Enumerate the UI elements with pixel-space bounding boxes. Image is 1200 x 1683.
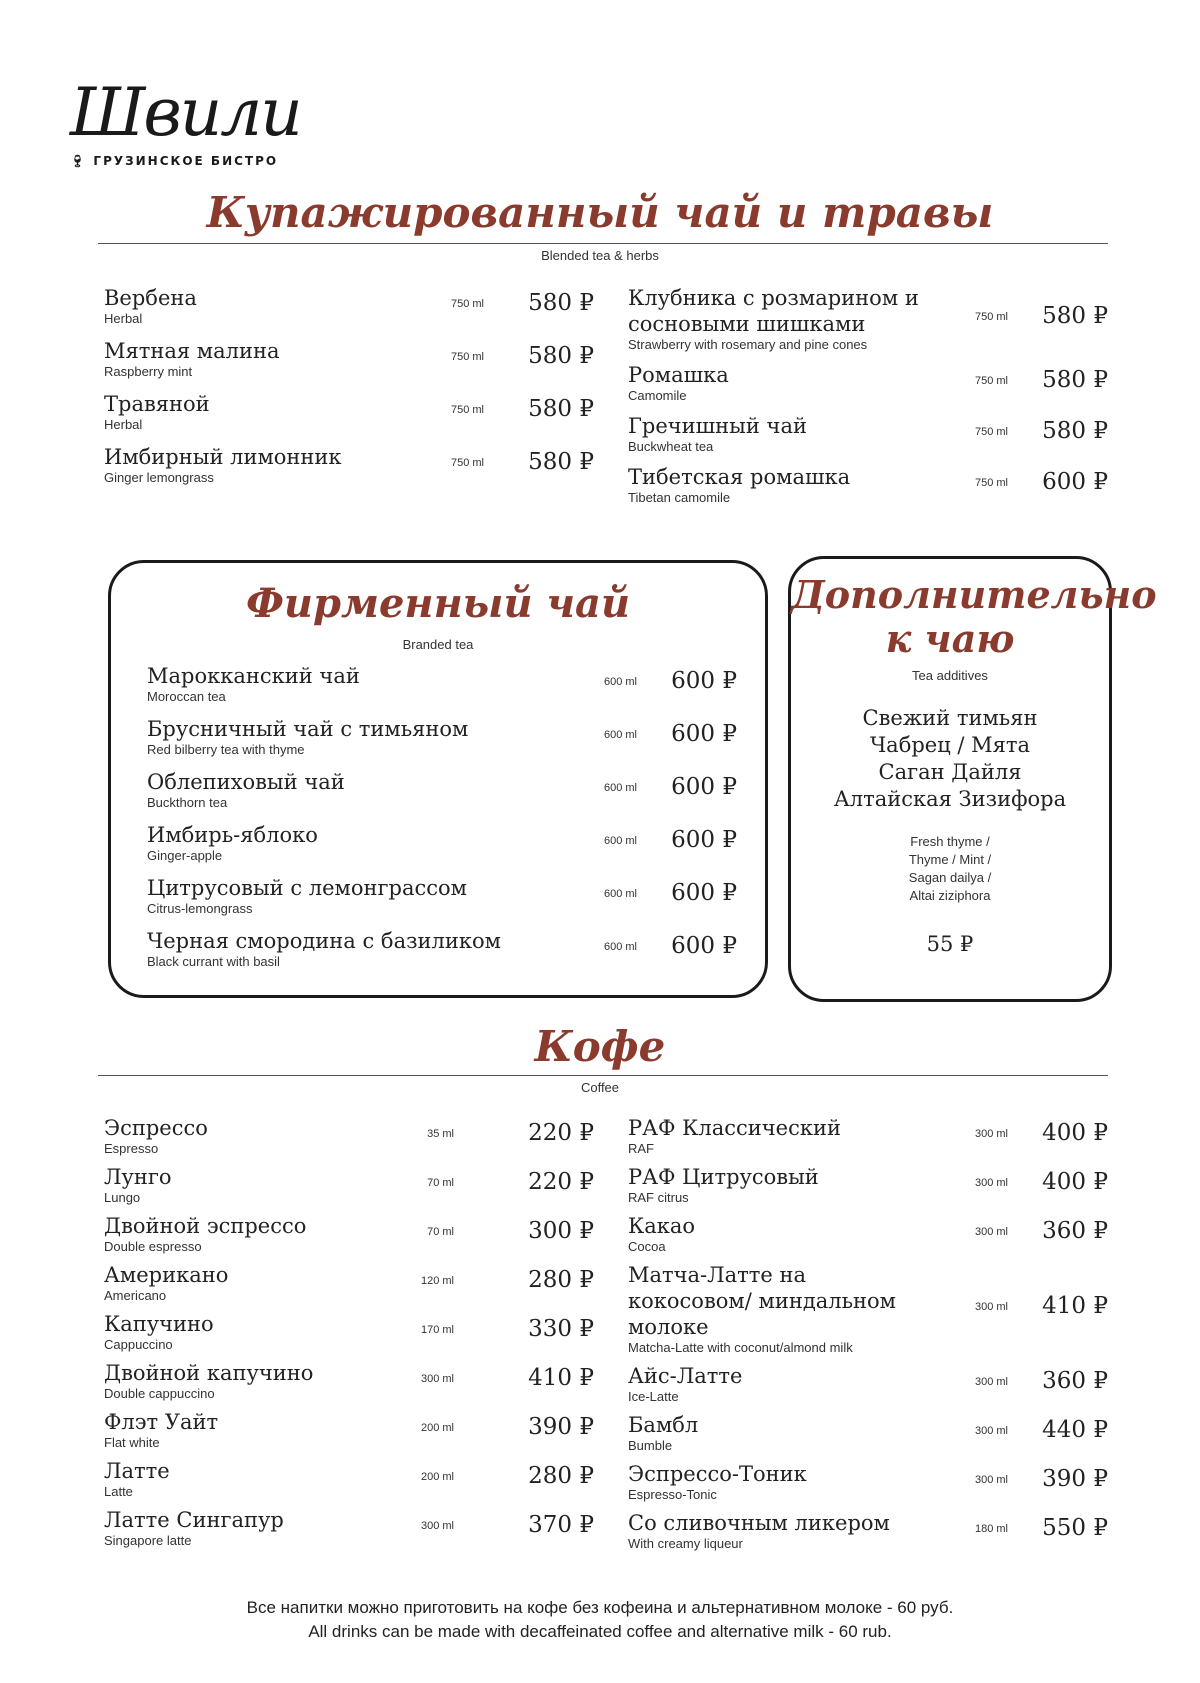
item-price: 410 ₽ <box>1042 1293 1108 1319</box>
item-name-en: Red bilberry tea with thyme <box>147 742 305 757</box>
additives-title: Дополнительно к чаю <box>791 572 1157 661</box>
item-volume: 600 ml <box>603 782 637 794</box>
item-name-ru: Вербена <box>104 286 197 310</box>
item-volume: 300 ml <box>974 1474 1008 1486</box>
item-volume: 300 ml <box>974 1301 1008 1313</box>
menu-item <box>147 822 737 864</box>
item-name-ru: Матча-Латте на кокосовом/ миндальном молоке <box>628 1263 897 1339</box>
item-volume: 750 ml <box>450 298 484 310</box>
item-volume: 120 ml <box>420 1275 454 1287</box>
item-name-en: Espresso-Tonic <box>628 1487 717 1502</box>
item-name-ru: Капучино <box>104 1312 214 1336</box>
menu-item <box>147 769 737 811</box>
item-name-ru: Эспрессо-Тоник <box>628 1462 807 1486</box>
item-volume: 70 ml <box>427 1177 454 1189</box>
item-volume: 750 ml <box>450 404 484 416</box>
item-name-en: Black currant with basil <box>147 954 280 969</box>
item-name-en: Strawberry with rosemary and pine cones <box>628 337 868 352</box>
menu-item <box>628 413 1108 455</box>
item-volume: 750 ml <box>450 351 484 363</box>
coffee-right-column <box>628 1115 1108 1559</box>
footer-note-en: All drinks can be made with decaffeinated coffee and alternative milk - 60 rub. <box>308 1622 892 1641</box>
item-price: 330 ₽ <box>528 1316 594 1342</box>
item-price: 580 ₽ <box>528 290 594 316</box>
branded-list <box>147 663 737 981</box>
item-name-en: With creamy liqueur <box>628 1536 743 1551</box>
item-name-ru: Лунго <box>104 1165 172 1189</box>
blended-title: Купажированный чай и травы <box>206 188 994 237</box>
menu-item <box>147 928 737 970</box>
item-price: 580 ₽ <box>1042 367 1108 393</box>
additives-en-list <box>791 833 1109 905</box>
menu-item <box>628 362 1108 404</box>
item-name-en: Cappuccino <box>104 1337 173 1352</box>
additive-en: Sagan dailya / <box>908 870 992 886</box>
item-volume: 300 ml <box>420 1520 454 1532</box>
item-price: 300 ₽ <box>528 1218 594 1244</box>
menu-item <box>628 1213 1108 1255</box>
menu-item <box>104 1409 594 1451</box>
menu-item <box>104 1311 594 1353</box>
item-volume: 600 ml <box>603 835 637 847</box>
item-name-en: Camomile <box>628 388 687 403</box>
item-name-ru: Латте Сингапур <box>104 1508 284 1532</box>
item-price: 390 ₽ <box>528 1414 594 1440</box>
item-volume: 70 ml <box>427 1226 454 1238</box>
item-name-ru: Имбирь-яблоко <box>147 823 318 847</box>
item-name-ru: Черная смородина с базиликом <box>147 929 501 953</box>
menu-item <box>104 1360 594 1402</box>
item-volume: 200 ml <box>420 1422 454 1434</box>
item-price: 580 ₽ <box>1042 418 1108 444</box>
additives-subtitle: Tea additives <box>912 668 988 684</box>
menu-item <box>104 285 594 327</box>
item-name-ru: Травяной <box>104 392 210 416</box>
menu-item <box>104 444 594 486</box>
item-name-ru: Флэт Уайт <box>104 1410 219 1434</box>
additive-en: Altai ziziphora <box>909 888 991 904</box>
item-name-ru: Имбирный лимонник <box>104 445 342 469</box>
item-name-ru: Мятная малина <box>104 339 280 363</box>
item-name-en: Ginger-apple <box>147 848 223 863</box>
item-volume: 750 ml <box>450 457 484 469</box>
item-price: 440 ₽ <box>1042 1417 1108 1443</box>
menu-item <box>104 391 594 433</box>
item-name-ru: Гречишный чай <box>628 414 807 438</box>
item-name-en: Moroccan tea <box>147 689 226 704</box>
menu-item <box>104 1115 594 1157</box>
item-price: 600 ₽ <box>671 721 737 747</box>
item-name-ru: Со сливочным ликером <box>628 1511 890 1535</box>
item-name-ru: Айс-Латте <box>628 1364 743 1388</box>
item-name-ru: Бамбл <box>628 1413 699 1437</box>
item-volume: 300 ml <box>974 1128 1008 1140</box>
item-volume: 300 ml <box>420 1373 454 1385</box>
item-name-ru: Латте <box>104 1459 170 1483</box>
menu-item <box>147 716 737 758</box>
item-name-en: Espresso <box>104 1141 159 1156</box>
item-volume: 300 ml <box>974 1177 1008 1189</box>
additive-ru: Алтайская Зизифора <box>833 787 1067 812</box>
item-name-en: Raspberry mint <box>104 364 193 379</box>
item-volume: 180 ml <box>974 1523 1008 1535</box>
item-price: 220 ₽ <box>528 1120 594 1146</box>
item-name-ru: Клубника с розмарином и сосновыми шишками <box>628 286 919 336</box>
menu-item <box>628 1461 1108 1503</box>
item-name-en: Buckwheat tea <box>628 439 714 454</box>
blended-left-column <box>104 285 594 497</box>
item-name-ru: РАФ Цитрусовый <box>628 1165 819 1189</box>
item-volume: 600 ml <box>603 941 637 953</box>
item-price: 600 ₽ <box>1042 469 1108 495</box>
item-name-en: Double cappuccino <box>104 1386 215 1401</box>
item-volume: 600 ml <box>603 676 637 688</box>
branded-tea-box <box>108 560 768 998</box>
item-name-en: Matcha-Latte with coconut/almond milk <box>628 1340 853 1355</box>
item-volume: 300 ml <box>974 1376 1008 1388</box>
item-price: 580 ₽ <box>528 396 594 422</box>
item-name-ru: Тибетская ромашка <box>628 465 851 489</box>
blended-subtitle: Blended tea & herbs <box>541 248 659 263</box>
item-name-en: Ginger lemongrass <box>104 470 214 485</box>
additive-ru: Чабрец / Мята <box>869 733 1031 758</box>
menu-item <box>628 1412 1108 1454</box>
item-volume: 750 ml <box>974 477 1008 489</box>
menu-item <box>104 338 594 380</box>
item-price: 400 ₽ <box>1042 1120 1108 1146</box>
menu-item <box>104 1164 594 1206</box>
menu-item <box>628 1510 1108 1552</box>
item-price: 600 ₽ <box>671 933 737 959</box>
item-price: 580 ₽ <box>528 449 594 475</box>
item-name-en: Cocoa <box>628 1239 666 1254</box>
item-name-ru: Эспрессо <box>104 1116 208 1140</box>
item-price: 600 ₽ <box>671 827 737 853</box>
branded-title: Фирменный чай <box>245 580 631 627</box>
item-price: 390 ₽ <box>1042 1466 1108 1492</box>
item-price: 600 ₽ <box>671 880 737 906</box>
coffee-subtitle: Coffee <box>580 1080 620 1095</box>
coffee-divider <box>98 1075 1108 1076</box>
item-name-ru: Цитрусовый с лемонграссом <box>147 876 467 900</box>
item-name-ru: Американо <box>104 1263 229 1287</box>
additive-ru: Саган Дайля <box>878 760 1022 785</box>
item-volume: 750 ml <box>974 311 1008 323</box>
logo <box>70 74 310 168</box>
item-price: 280 ₽ <box>528 1463 594 1489</box>
branded-subtitle: Branded tea <box>402 637 474 652</box>
additive-en: Thyme / Mint / <box>908 852 992 868</box>
item-name-en: Lungo <box>104 1190 141 1205</box>
menu-item <box>628 1164 1108 1206</box>
item-volume: 600 ml <box>603 729 637 741</box>
coffee-left-column <box>104 1115 594 1556</box>
item-price: 600 ₽ <box>671 668 737 694</box>
item-name-en: Ice-Latte <box>628 1389 679 1404</box>
item-name-ru: Брусничный чай с тимьяном <box>147 717 469 741</box>
item-name-en: Herbal <box>104 311 143 326</box>
item-name-ru: РАФ Классический <box>628 1116 841 1140</box>
menu-item <box>628 1363 1108 1405</box>
item-name-en: Bumble <box>628 1438 673 1453</box>
blended-right-column <box>628 285 1108 515</box>
footer-note-ru: Все напитки можно приготовить на кофе без кофеина и альтернативном молоке - 60 руб. <box>246 1598 954 1617</box>
item-name-en: RAF citrus <box>628 1190 689 1205</box>
item-price: 360 ₽ <box>1042 1218 1108 1244</box>
item-price: 410 ₽ <box>528 1365 594 1391</box>
item-price: 400 ₽ <box>1042 1169 1108 1195</box>
item-price: 550 ₽ <box>1042 1515 1108 1541</box>
logo-tagline: 🍷︎ ГРУЗИНСКОЕ БИСТРО <box>70 154 279 168</box>
item-name-en: Latte <box>104 1484 133 1499</box>
blended-divider <box>98 243 1108 244</box>
item-name-ru: Марокканский чай <box>147 664 360 688</box>
item-price: 370 ₽ <box>528 1512 594 1538</box>
coffee-title: Кофе <box>534 1022 666 1071</box>
additive-ru: Свежий тимьян <box>862 706 1038 731</box>
item-name-en: Flat white <box>104 1435 160 1450</box>
menu-item <box>628 464 1108 506</box>
item-name-en: Tibetan camomile <box>628 490 731 505</box>
item-name-en: Double espresso <box>104 1239 202 1254</box>
item-name-ru: Облепиховый чай <box>147 770 345 794</box>
additives-price: 55 ₽ <box>926 932 974 957</box>
item-price: 220 ₽ <box>528 1169 594 1195</box>
item-name-en: Herbal <box>104 417 143 432</box>
menu-item <box>628 1262 1108 1356</box>
item-name-en: RAF <box>628 1141 654 1156</box>
menu-item <box>147 663 737 705</box>
item-price: 360 ₽ <box>1042 1368 1108 1394</box>
menu-item <box>104 1262 594 1304</box>
item-volume: 750 ml <box>974 426 1008 438</box>
item-name-en: Citrus-lemongrass <box>147 901 253 916</box>
item-volume: 600 ml <box>603 888 637 900</box>
item-volume: 300 ml <box>974 1425 1008 1437</box>
menu-item <box>104 1458 594 1500</box>
item-name-ru: Ромашка <box>628 363 729 387</box>
item-volume: 750 ml <box>974 375 1008 387</box>
logo-wordmark: Швили <box>70 74 301 151</box>
menu-item <box>104 1213 594 1255</box>
item-volume: 35 ml <box>427 1128 454 1140</box>
menu-item <box>628 285 1108 353</box>
item-volume: 170 ml <box>420 1324 454 1336</box>
item-price: 580 ₽ <box>528 343 594 369</box>
item-price: 280 ₽ <box>528 1267 594 1293</box>
item-volume: 300 ml <box>974 1226 1008 1238</box>
footer-note <box>0 1596 1200 1644</box>
item-name-en: Americano <box>104 1288 167 1303</box>
item-name-ru: Двойной эспрессо <box>104 1214 307 1238</box>
additives-ru-list <box>791 705 1109 813</box>
item-name-en: Buckthorn tea <box>147 795 228 810</box>
item-price: 580 ₽ <box>1042 303 1108 329</box>
item-name-ru: Двойной капучино <box>104 1361 314 1385</box>
additives-box <box>788 556 1157 1002</box>
menu-item <box>628 1115 1108 1157</box>
item-name-ru: Какао <box>628 1214 696 1238</box>
item-name-en: Singapore latte <box>104 1533 192 1548</box>
item-volume: 200 ml <box>420 1471 454 1483</box>
wine-glass-icon: 🍷︎ <box>70 154 88 168</box>
menu-item <box>104 1507 594 1549</box>
menu-item <box>147 875 737 917</box>
item-price: 600 ₽ <box>671 774 737 800</box>
additive-en: Fresh thyme / <box>910 834 990 850</box>
